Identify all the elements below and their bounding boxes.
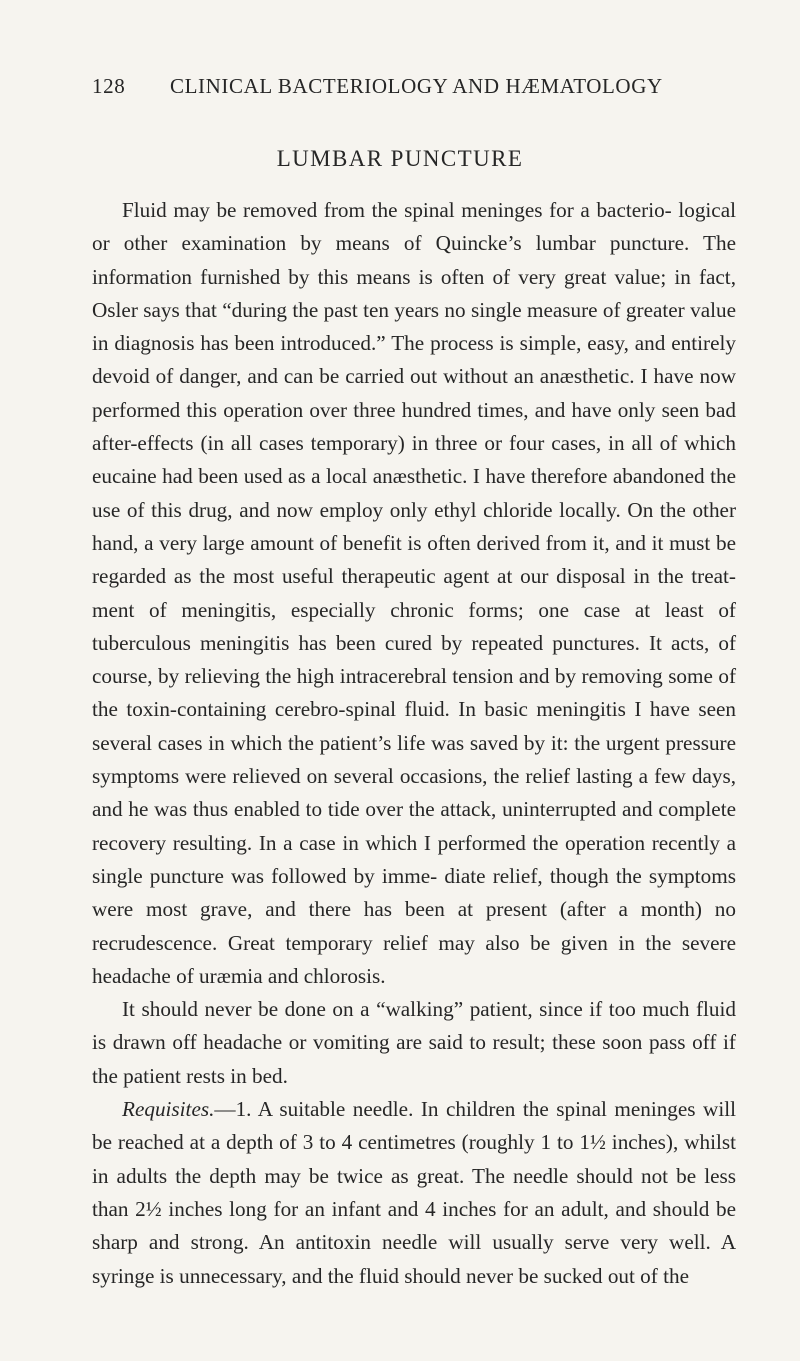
requisites-heading: Requisites. [122,1097,215,1122]
paragraph-2: It should never be done on a “walking” patient, since if too much fluid is drawn off headache or vomiting are said to result; these soon pass off if the patient rests in bed. [92,997,736,1088]
paragraph-1: Fluid may be removed from the spinal meninges for a bacterio- logical or other examination by means of Quincke’s lumbar puncture. The information furnished by this means is often of very great value; in fact, Osler says that “during the past ten years no single measure of greater value in diagnosis has been introduced.” The process is simple, easy, and entirely devoid of danger, and can be carried out without an anæsthetic. I have now performed this operation over three hundred times, and have only seen bad after-effects (in all cases temporary) in three or four cases, in all of which eucaine had been used as a local anæsthetic. I have therefore abandoned the use of this drug, and now employ only ethyl chloride locally. On the other hand, a very large amount of benefit is often derived from it, and it must be regarded as the most useful therapeutic agent at our disposal in the treat- ment of meningitis, especially chronic forms; one case at least of tuberculous meningitis has been cured by repeated punctures. It acts, of course, by relieving the high intracerebral tension and by removing some of the toxin-containing cerebro-spinal fluid. In basic meningitis I have seen several cases in which the patient’s life was saved by it: the urgent pressure symptoms were relieved on several occasions, the relief lasting a few days, and he was thus enabled to tide over the attack, uninterrupted and complete recovery resulting. In a case in which I performed the operation recently a single puncture was followed by imme- diate relief, though the symptoms were most grave, and there has been at present (after a month) no recrudescence. Great temporary relief may also be given in the severe headache of uræmia and chlorosis. [92,198,736,988]
page-number: 128 [92,74,126,98]
section-title: LUMBAR PUNCTURE [276,146,524,171]
running-header [92,74,740,99]
paragraph-3 [92,1093,736,1293]
section-body [92,194,736,1293]
requisites-text: —1. A suitable needle. In children the spinal meninges will be reached at a depth of 3 to 4 centimetres (roughly 1 to 1½ inches), whilst in adults the depth may be twice as great. The needle should not be less than 2½ inches long for an infant and 4 inches for an adult, and should be sharp and strong. An antitoxin needle will usually serve very well. A syringe is unnecessary, and the fluid should never be sucked out of the [92,1097,736,1288]
running-title: CLINICAL BACTERIOLOGY AND HÆMATOLOGY [170,74,663,98]
